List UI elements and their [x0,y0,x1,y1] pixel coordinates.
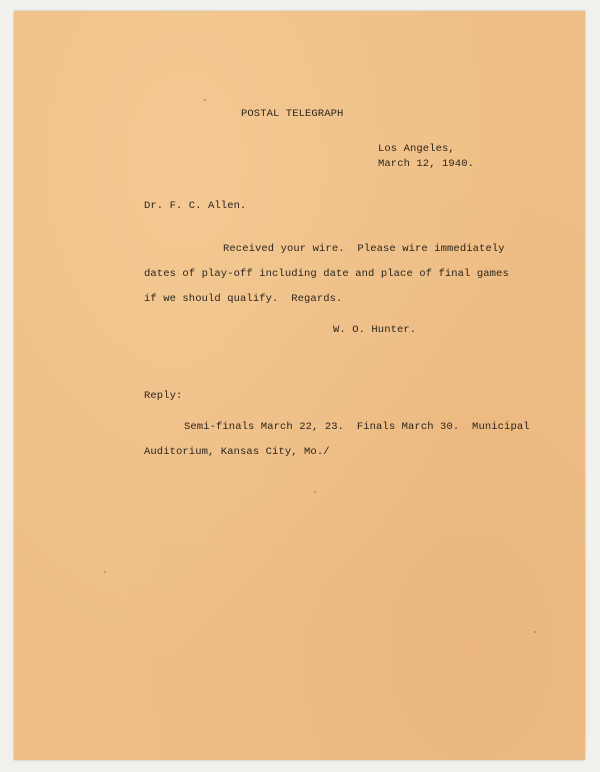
document-title: POSTAL TELEGRAPH [241,108,344,120]
reply-label: Reply: [144,390,183,402]
body-line: Received your wire. Please wire immediately [223,243,505,255]
body-line: dates of play-off including date and place of final games [144,268,509,280]
recipient-line: Dr. F. C. Allen. [144,200,247,212]
telegram-page [14,11,585,760]
paper-speck [104,571,106,573]
reply-line: Semi-finals March 22, 23. Finals March 30. Municipal [184,421,530,433]
paper-speck [204,99,206,101]
reply-line: Auditorium, Kansas City, Mo./ [144,446,330,458]
paper-speck [314,491,316,493]
dateline-place: Los Angeles, [378,143,455,155]
signature-line: W. O. Hunter. [333,324,417,336]
paper-speck [534,631,536,633]
body-line: if we should qualify. Regards. [144,293,343,305]
dateline-date: March 12, 1940. [378,158,475,170]
